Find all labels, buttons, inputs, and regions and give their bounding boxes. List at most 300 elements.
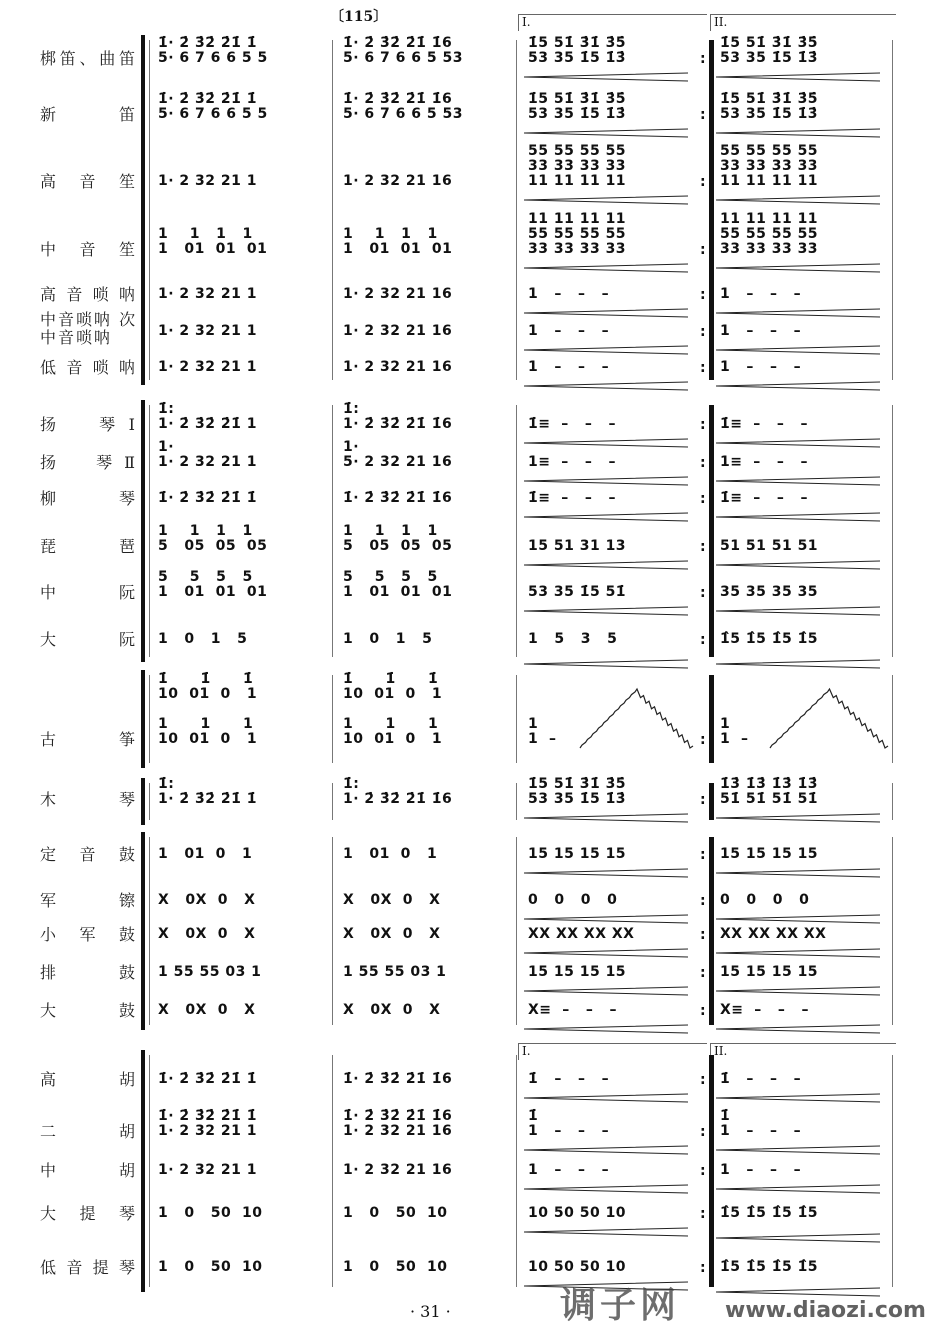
measure-3 — [528, 92, 626, 122]
note-line: 1̇ — [720, 1108, 731, 1124]
note-line: 1· 2 32 21 1 — [158, 286, 258, 302]
note-line: 1̇· 2̇ 3̇2̇ 2̇1̇ 1̇ — [158, 1108, 258, 1124]
measure-3 — [528, 927, 634, 942]
note-line: 11 11 11 11 — [528, 211, 627, 227]
instrument-label: 军 镲 — [40, 891, 135, 910]
volta-second-top: II. — [710, 14, 896, 31]
note-line: 1· 2 32 21 1 — [158, 454, 258, 470]
note-line: 1̇: — [343, 776, 360, 792]
note-line: 10 01 0 1 — [158, 686, 258, 702]
measure-4 — [720, 893, 809, 908]
note-line: 1 – – – — [720, 323, 802, 339]
measure-1 — [158, 174, 257, 189]
note-line: 1· 2 32 21 16 — [343, 286, 453, 302]
note-line: 10 50 50 10 — [528, 1259, 627, 1275]
note-line: 10 50 50 10 — [528, 1205, 627, 1221]
instrument-label: 小军鼓 — [40, 925, 135, 944]
note-line: 5· 6 7 6 6 5 5 — [158, 106, 268, 122]
measure-2 — [343, 632, 432, 647]
repeat-sign: : — [700, 792, 706, 808]
measure-2 — [343, 570, 452, 600]
repeat-barline — [709, 837, 714, 1025]
measure-3 — [528, 632, 617, 647]
note-line: 1 – — [720, 731, 749, 747]
note-line: 1̇≡ – – – — [720, 490, 808, 506]
note-line: 11 11 11 11 — [720, 173, 819, 189]
measure-1 — [158, 1003, 255, 1018]
measure-4 — [720, 1260, 818, 1275]
instrument-label: 扬 琴Ⅱ — [40, 453, 135, 472]
barline — [516, 783, 517, 820]
note-line: 1· 2 32 21 1 — [158, 359, 258, 375]
measure-4 — [720, 1072, 801, 1087]
repeat-barline — [709, 405, 714, 657]
measure-2 — [343, 227, 452, 257]
measure-3 — [528, 36, 626, 66]
instrument-label: 大 阮 — [40, 630, 135, 649]
note-line: 1 0 50 10 — [158, 1205, 263, 1221]
measure-4 — [720, 1003, 809, 1018]
measure-1 — [158, 92, 268, 122]
measure-2 — [343, 491, 452, 506]
note-line: 1̇ – – – — [528, 1071, 610, 1087]
measure-2 — [343, 777, 452, 807]
crescendo-hairpin — [716, 73, 880, 81]
repeat-sign: : — [700, 287, 706, 303]
note-line: XX XX XX XX — [720, 926, 827, 942]
watermark-logo: 调子网 — [560, 1285, 681, 1326]
crescendo-hairpin — [524, 949, 688, 957]
note-line: XX XX XX XX — [528, 926, 635, 942]
measure-4 — [720, 1206, 818, 1221]
instrument-label: 梆笛、曲笛 — [40, 49, 135, 68]
measure-2 — [343, 965, 446, 980]
measure-4 — [720, 455, 808, 470]
crescendo-hairpin — [716, 309, 880, 317]
note-line: 1 01 01 01 — [158, 584, 268, 600]
barline — [516, 405, 517, 657]
instrument-label: 高音唢呐 — [40, 285, 135, 304]
note-line: 5· 6 7 6 6 5 53 — [343, 106, 463, 122]
barline — [149, 675, 150, 763]
barline — [332, 405, 333, 657]
repeat-sign: : — [700, 732, 706, 748]
note-line: 1̇5 51̇ 3̇1̇ 3̇5̇ — [528, 91, 627, 107]
measure-1 — [158, 1260, 262, 1275]
barline — [516, 1055, 517, 1287]
note-line: 1̇ 1̇ 1̇ — [158, 671, 254, 687]
barline — [149, 40, 150, 380]
note-line: 1 – – – — [528, 1123, 610, 1139]
repeat-sign: : — [700, 847, 706, 863]
crescendo-hairpin — [524, 346, 688, 354]
crescendo-hairpin — [524, 561, 688, 569]
note-line: 53 35 1̇5 1̇3̇ — [528, 50, 627, 66]
repeat-barline — [709, 675, 714, 763]
measure-2 — [343, 324, 452, 339]
barline — [332, 40, 333, 380]
system-bracket — [141, 400, 145, 662]
crescendo-hairpin — [524, 1094, 688, 1102]
note-line: 1· 2 32 21 16 — [343, 359, 453, 375]
note-line: 0 0 0 0 — [528, 892, 618, 908]
crescendo-hairpin — [716, 477, 880, 485]
note-line: 11 11 11 11 — [528, 173, 627, 189]
note-line — [343, 702, 442, 717]
crescendo-hairpin — [716, 513, 880, 521]
note-line: 1̇· 2̇ 3̇2̇ 2̇1̇ 1̇6 — [343, 91, 453, 107]
page-number: · 31 · — [410, 1302, 451, 1321]
note-line: 33 33 33 33 — [720, 158, 819, 174]
note-line: 1· 2̇ 3̇2̇ 2̇1̇ 1̇ — [158, 791, 258, 807]
note-line: 1 01 01 01 — [158, 241, 268, 257]
measure-4 — [720, 927, 826, 942]
measure-1 — [158, 965, 261, 980]
repeat-sign: : — [700, 1260, 706, 1276]
measure-2 — [343, 927, 440, 942]
measure-4 — [720, 965, 818, 980]
repeat-sign: : — [700, 539, 706, 555]
repeat-sign: : — [700, 1072, 706, 1088]
repeat-sign: : — [700, 1003, 706, 1019]
note-line: 1· 2̇ 3̇2̇ 2̇1̇ 1̇6 — [343, 791, 453, 807]
measure-2 — [343, 1003, 440, 1018]
system-bracket — [141, 778, 145, 825]
crescendo-hairpin — [524, 607, 688, 615]
crescendo-hairpin — [524, 196, 688, 204]
repeat-sign: : — [700, 174, 706, 190]
note-line: 5 5 5 5 — [343, 569, 438, 585]
note-line: 15 15 15 15 — [528, 964, 627, 980]
barline — [149, 405, 150, 657]
note-line: 1 – – – — [528, 286, 610, 302]
note-line: 15 51 31 13 — [528, 538, 627, 554]
measure-3 — [528, 1260, 626, 1275]
measure-2 — [343, 92, 463, 122]
note-line: 1 0 1 5 — [158, 631, 248, 647]
note-line: X 0X 0 X — [343, 926, 441, 942]
note-line: 1· 2̇ 3̇2̇ 2̇1̇ 1 — [158, 416, 258, 432]
measure-1 — [158, 893, 255, 908]
measure-3 — [528, 893, 617, 908]
note-line: 1 1 1 1 — [158, 523, 253, 539]
measure-2 — [343, 174, 452, 189]
crescendo-hairpin — [716, 607, 880, 615]
crescendo-hairpin — [524, 1025, 688, 1033]
watermark-url: www.diaozi.com — [725, 1298, 926, 1323]
instrument-label: 扬 琴Ⅰ — [40, 415, 135, 434]
repeat-sign: : — [700, 1124, 706, 1140]
note-line: 1 0 50 10 — [158, 1259, 263, 1275]
note-line: 1̇≡ – – – — [528, 416, 616, 432]
barline — [892, 675, 893, 763]
measure-4 — [720, 287, 801, 302]
note-line: 1 — [528, 716, 539, 732]
repeat-sign: : — [700, 242, 706, 258]
system-bracket — [141, 35, 145, 385]
repeat-sign: : — [700, 324, 706, 340]
note-line: 1 1 1 — [158, 716, 254, 732]
instrument-label: 高音笙 — [40, 172, 135, 191]
measure-3 — [528, 360, 609, 375]
measure-3 — [528, 539, 626, 554]
measure-2 — [343, 287, 452, 302]
measure-4 — [720, 144, 818, 189]
note-line: 1 – – – — [720, 1123, 802, 1139]
measure-1 — [158, 524, 267, 554]
note-line: 51 51 51 51 — [720, 538, 819, 554]
crescendo-hairpin — [716, 949, 880, 957]
repeat-sign: : — [700, 1206, 706, 1222]
measure-2 — [343, 402, 452, 432]
measure-4 — [720, 1163, 801, 1178]
measure-2 — [343, 524, 452, 554]
instrument-label: 古 筝 — [40, 730, 135, 749]
measure-2 — [343, 893, 440, 908]
barline — [892, 783, 893, 820]
note-line: X 0X 0 X — [343, 1002, 441, 1018]
instrument-label: 琵 琶 — [40, 537, 135, 556]
measure-1 — [158, 402, 257, 432]
crescendo-hairpin — [716, 264, 880, 272]
crescendo-hairpin — [716, 1025, 880, 1033]
note-line: 33 33 33 33 — [720, 241, 819, 257]
note-line: 1 – – – — [720, 286, 802, 302]
note-line: 55 55 55 55 — [528, 143, 627, 159]
note-line: 1≡ – – – — [528, 454, 616, 470]
repeat-sign: : — [700, 417, 706, 433]
barline — [149, 1055, 150, 1287]
repeat-barline — [709, 783, 714, 820]
repeat-barline — [709, 40, 714, 380]
measure-4 — [720, 324, 801, 339]
note-line: 10 01 0 1 — [343, 686, 443, 702]
crescendo-hairpin — [524, 264, 688, 272]
note-line: 55 55 55 55 — [720, 226, 819, 242]
measure-4 — [720, 777, 818, 807]
note-line: 1̂5 1̂5 1̂5 1̂5 — [720, 1205, 819, 1221]
note-line: 1 01 01 01 — [343, 584, 453, 600]
crescendo-hairpin — [716, 869, 880, 877]
note-line: 53 35 1̇5 1̇3̇ — [720, 106, 819, 122]
barline — [892, 837, 893, 1025]
measure-3 — [528, 1109, 609, 1139]
note-line: 1̇· 2̇ 3̇2̇ 2̇1̇ 1̇6 — [343, 490, 453, 506]
measure-1 — [158, 1072, 257, 1087]
crescendo-hairpin — [716, 660, 880, 668]
measure-1 — [158, 324, 257, 339]
note-line: 1̇ — [528, 1108, 539, 1124]
measure-1 — [158, 672, 257, 747]
instrument-label: 中 胡 — [40, 1161, 135, 1180]
crescendo-hairpin — [716, 561, 880, 569]
note-line: 1 – – – — [528, 1162, 610, 1178]
note-line: 1· 2̇ 3̇2̇ 2̇1̇ 1̇6 — [343, 416, 453, 432]
crescendo-hairpin — [524, 660, 688, 668]
crescendo-hairpin — [524, 1185, 688, 1193]
measure-2 — [343, 672, 442, 747]
crescendo-hairpin — [524, 1146, 688, 1154]
note-line: 1̇≡ – – – — [720, 416, 808, 432]
note-line: 5· 2 32 21 16 — [343, 454, 453, 470]
note-line: 1· 2 32 21 16 — [343, 323, 453, 339]
note-line: 1 55 55 03 1 — [343, 964, 447, 980]
measure-3 — [528, 491, 616, 506]
measure-1 — [158, 1163, 257, 1178]
crescendo-hairpin — [524, 382, 688, 390]
note-line: 1 – – – — [528, 359, 610, 375]
repeat-sign: : — [700, 491, 706, 507]
note-line: 5 05 05 05 — [158, 538, 268, 554]
measure-1 — [158, 1206, 262, 1221]
note-line: 5 05 05 05 — [343, 538, 453, 554]
measure-4 — [720, 212, 818, 257]
measure-3 — [528, 212, 626, 257]
crescendo-hairpin — [716, 1185, 880, 1193]
note-line: 35 35 35 35 — [720, 584, 819, 600]
crescendo-hairpin — [524, 309, 688, 317]
instrument-label: 低音提琴 — [40, 1258, 135, 1277]
measure-3 — [528, 585, 626, 600]
instrument-label: 中音唢呐 次中音唢呐 — [40, 310, 138, 347]
note-line: 51̇ 51̇ 51̇ 51̇ — [720, 791, 819, 807]
note-line: 1̂5 1̂5 1̂5 1̂5 — [720, 631, 819, 647]
barline — [892, 405, 893, 657]
note-line: 1· — [158, 439, 175, 455]
measure-4 — [720, 36, 818, 66]
repeat-sign: : — [700, 893, 706, 909]
measure-3 — [528, 847, 626, 862]
volta-first-top: I. — [518, 14, 707, 31]
measure-4 — [720, 1109, 801, 1139]
measure-2 — [343, 36, 463, 66]
measure-3 — [528, 1206, 626, 1221]
note-line: 1̇· 2̇ 3̇2̇ 2̇1̇ 1̇6 — [343, 35, 453, 51]
crescendo-hairpin — [716, 814, 880, 822]
measure-3 — [528, 965, 626, 980]
measure-1 — [158, 491, 257, 506]
measure-1 — [158, 287, 257, 302]
measure-4 — [720, 491, 808, 506]
note-line: 5· 6 7 6 6 5 5 — [158, 50, 268, 66]
crescendo-hairpin — [716, 915, 880, 923]
volta-first-bottom: I. — [518, 1043, 707, 1060]
note-line: X 0X 0 X — [158, 1002, 256, 1018]
measure-4 — [720, 847, 818, 862]
note-line: 1 5 3 5 — [528, 631, 618, 647]
repeat-sign: : — [700, 107, 706, 123]
note-line: 55 55 55 55 — [528, 226, 627, 242]
note-line: 1 0 1 5 — [343, 631, 433, 647]
note-line: 1̇5 51̇ 3̇1̇ 3̇5̇ — [528, 35, 627, 51]
note-line: 1̇ – – – — [720, 1071, 802, 1087]
crescendo-hairpin — [524, 1228, 688, 1236]
repeat-sign: : — [700, 360, 706, 376]
measure-1 — [158, 360, 257, 375]
crescendo-hairpin — [716, 1146, 880, 1154]
barline — [149, 837, 150, 1025]
measure-3 — [528, 144, 626, 189]
instrument-label: 中 阮 — [40, 583, 135, 602]
note-line: 1̇5 51̇ 3̇1̇ 3̇5̇ — [720, 35, 819, 51]
instrument-label: 柳 琴 — [40, 489, 135, 508]
crescendo-hairpin — [716, 346, 880, 354]
measure-3 — [528, 1163, 609, 1178]
repeat-sign: : — [700, 965, 706, 981]
system-bracket — [141, 1050, 145, 1292]
crescendo-hairpin — [716, 1094, 880, 1102]
system-bracket — [141, 670, 145, 768]
barline — [892, 40, 893, 380]
note-line: 33 33 33 33 — [528, 241, 627, 257]
repeat-barline — [709, 1055, 714, 1287]
measure-2 — [343, 1260, 447, 1275]
note-line: X≡ – – – — [528, 1002, 618, 1018]
measure-1 — [158, 777, 257, 807]
crescendo-hairpin — [716, 196, 880, 204]
measure-1 — [158, 927, 255, 942]
note-line: 1 0 50 10 — [343, 1259, 448, 1275]
barline — [516, 675, 517, 763]
note-line: 1· 2 32 21 16 — [343, 1162, 453, 1178]
note-line: 1̇ 1̇ 1̇ — [343, 671, 439, 687]
crescendo-hairpin — [524, 869, 688, 877]
barline — [332, 783, 333, 820]
instrument-label: 低音唢呐 — [40, 358, 135, 377]
measure-3 — [528, 717, 557, 747]
note-line: 1 01 0 1 — [343, 846, 438, 862]
rehearsal-number: 〔115〕 — [330, 9, 388, 25]
note-line: 1· 2 32 21 1 — [158, 1123, 258, 1139]
repeat-sign: : — [700, 632, 706, 648]
measure-1 — [158, 632, 247, 647]
measure-1 — [158, 1109, 257, 1139]
note-line: 1̂5 1̂5 1̂5 1̂5 — [720, 1259, 819, 1275]
note-line: X 0X 0 X — [158, 892, 256, 908]
note-line: 1· 2 32 21 16 — [343, 173, 453, 189]
measure-2 — [343, 440, 452, 470]
crescendo-hairpin — [524, 814, 688, 822]
note-line — [158, 702, 257, 717]
note-line: 53 35 1̇5 1̇3̇ — [720, 50, 819, 66]
note-line: 1̇≡ – – – — [528, 490, 616, 506]
measure-3 — [528, 324, 609, 339]
measure-1 — [158, 36, 268, 66]
note-line: 1 55 55 03 1 — [158, 964, 262, 980]
note-line: 5· 6 7 6 6 5 53 — [343, 50, 463, 66]
measure-2 — [343, 1206, 447, 1221]
note-line: 1̇: — [343, 401, 360, 417]
note-line: 1 – — [528, 731, 557, 747]
crescendo-hairpin — [524, 439, 688, 447]
note-line: 1̇· 2̇ 3̇2̇ 2̇1̇ 1̇6 — [343, 1071, 453, 1087]
note-line: 53 35 1̇5 1̇3̇ — [528, 791, 627, 807]
note-line: 1≡ – – – — [720, 454, 808, 470]
note-line: 1̇· 2̇ 3̇2̇ 2̇1̇ 1̇ — [158, 35, 258, 51]
measure-3 — [528, 1072, 609, 1087]
note-line: 1̇: — [158, 401, 175, 417]
repeat-sign: : — [700, 585, 706, 601]
volta-second-bottom: II. — [710, 1043, 896, 1060]
note-line: 1 1 1 — [343, 716, 439, 732]
crescendo-hairpin — [716, 382, 880, 390]
crescendo-hairpin — [524, 477, 688, 485]
note-line: 1 1 1 1 — [343, 523, 438, 539]
barline — [332, 675, 333, 763]
crescendo-hairpin — [524, 915, 688, 923]
crescendo-hairpin — [716, 1288, 880, 1296]
instrument-label: 大提琴 — [40, 1204, 135, 1223]
